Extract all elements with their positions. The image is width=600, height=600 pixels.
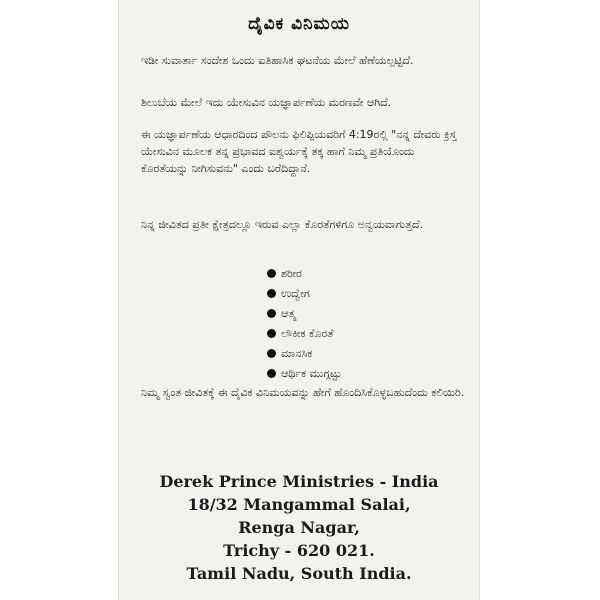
page-title: ದೈವಿಕ ವಿನಿಮಯ (248, 14, 350, 34)
bullet-label: ಮಾನಸಿಕ (281, 347, 313, 360)
bullet-label: ಶರೀರ (281, 267, 302, 280)
paragraph-5: ನಿಮ್ಮ ಸ್ವಂತ ಜೀವಿತಕ್ಕೆ ಈ ದೈವಿಕ ವಿನಿಮಯವನ್ನು ಹೇಗೆ ಹೊಂದಿಸಿಕೊಳ್ಳಬಹುದೆಂದು ಕಲಿಯಿರಿ. (141, 386, 465, 399)
list-item (267, 324, 342, 344)
list-item (267, 344, 342, 364)
paragraph-1: ಇಡೀ ಸುವಾರ್ತಾ ಸಂದೇಶ ಒಂದು ಐತಿಹಾಸಿಕ ಘಟನೆಯ ಮೇಲೆ ಹೆಣೆಯಲ್ಪಟ್ಟಿದೆ. (141, 54, 414, 67)
bullet-dot-icon (267, 369, 276, 378)
bullet-dot-icon (267, 349, 276, 358)
bullet-dot-icon (267, 289, 276, 298)
bullet-label: ಉದ್ವೇಗ (281, 287, 310, 300)
address-line-1: 18/32 Mangammal Salai, (187, 495, 411, 514)
list-item (267, 284, 342, 304)
bullet-dot-icon (267, 309, 276, 318)
list-item (267, 304, 342, 324)
list-item (267, 264, 342, 284)
paragraph-2: ಶಿಲುಬೆಯ ಮೇಲೆ ಇದು ಯೇಸುವಿನ ಯಜ್ಞಾರ್ಪಣೆಯ ಮರಣವೇ ಆಗಿದೆ. (141, 96, 392, 109)
paragraph-3: ಈ ಯಜ್ಞಾರ್ಪಣೆಯ ಆಧಾರದಿಂದ ಪೌಲನು ಫಿಲಿಪ್ಪಿಯವರಿಗೆ 4:19ರಲ್ಲಿ "ನನ್ನ ದೇವರು ಕ್ರಿಸ್ತ ಯೇಸುವಿನ ಮೂಲಕ ತನ್ನ ಪ್ರಭಾವದ ಐಶ್ವರ್ಯಕ್ಕೆ ತಕ್ಕ ಹಾಗೆ ನಿಮ್ಮ ಪ್ರತಿಯೊಂದು ಕೊರತೆಯನ್ನು ನೀಗಿಸುವನು" ಎಂದು ಬರೆದಿದ್ದಾನೆ. (141, 128, 457, 175)
bullet-label: ಲೌಕೀಕ ಕೊರತೆ (281, 327, 334, 340)
address-line-4: Tamil Nadu, South India. (186, 564, 412, 583)
list-item (267, 364, 342, 384)
leaflet-page (118, 0, 480, 600)
bullet-dot-icon (267, 269, 276, 278)
organization-name: Derek Prince Ministries - India (159, 472, 439, 491)
address-line-2: Renga Nagar, (238, 518, 360, 537)
address-block (119, 470, 479, 585)
bullet-list (267, 264, 342, 384)
bullet-label: ಆತ್ಮ (281, 307, 296, 320)
bullet-label: ಆರ್ಥಿಕ ಮುಗ್ಗಟ್ಟು (281, 367, 342, 380)
paragraph-4: ನಿನ್ನ ಜೀವಿತದ ಪ್ರತೀ ಕ್ಷೇತ್ರದಲ್ಲೂ ಇರುವ ಎಲ್ಲಾ ಕೊರತೆಗಳಿಗೂ ಅನ್ವಯವಾಗುತ್ತದೆ. (141, 218, 424, 231)
bullet-dot-icon (267, 329, 276, 338)
address-line-3: Trichy - 620 021. (223, 541, 375, 560)
